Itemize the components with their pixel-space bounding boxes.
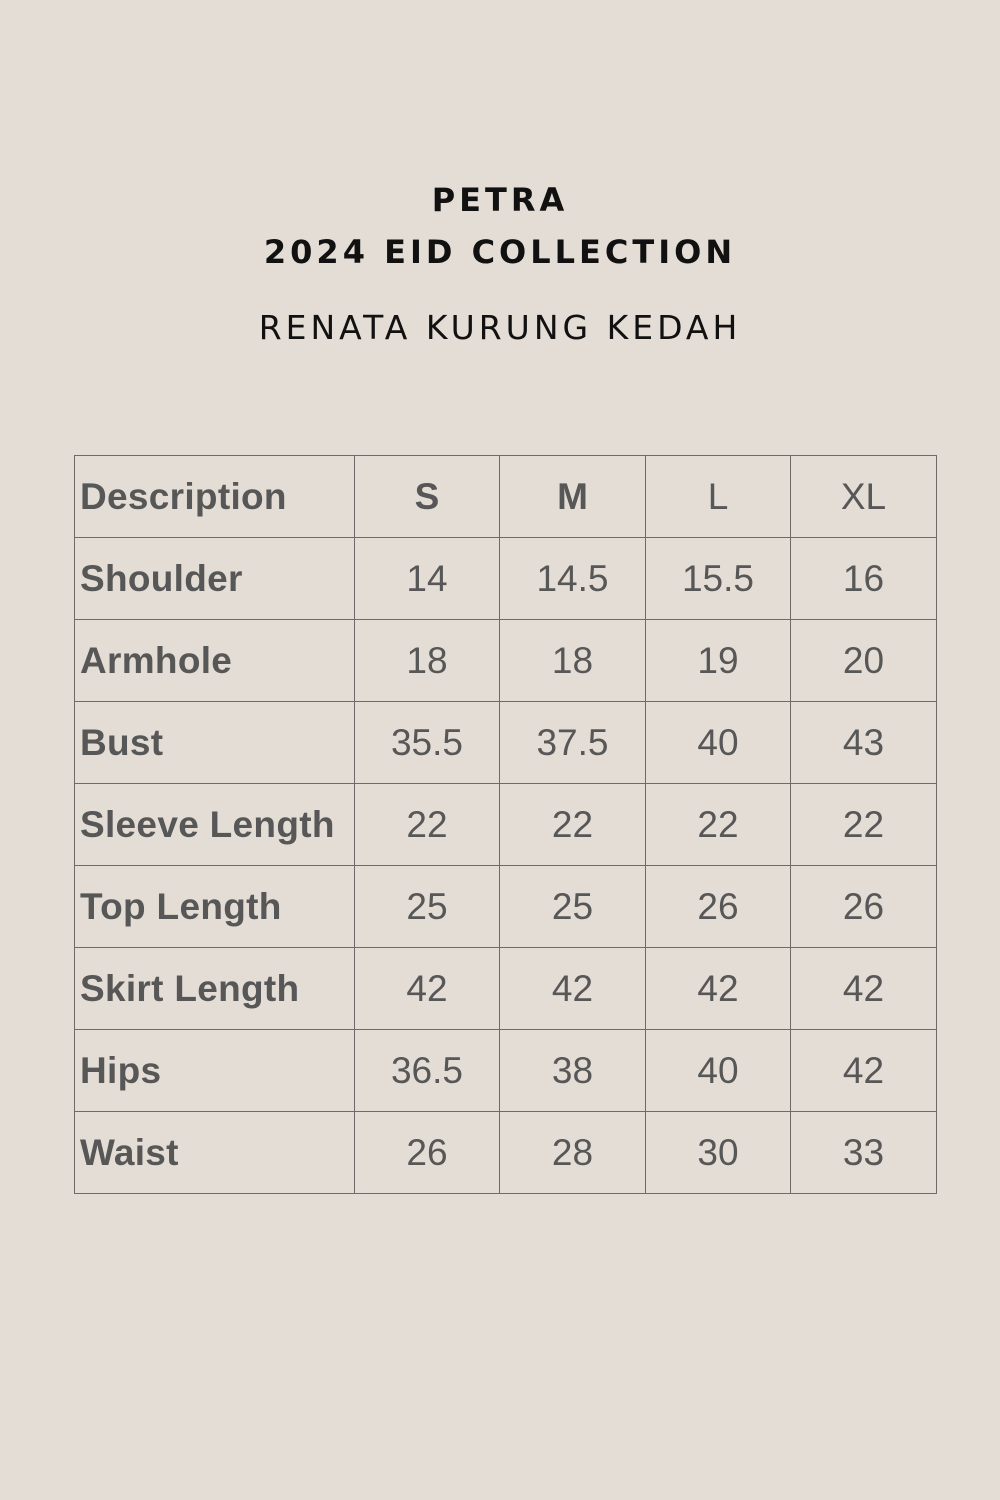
column-header-size-s: S <box>355 456 500 538</box>
table-row <box>75 538 937 620</box>
table-cell: 26 <box>791 866 937 948</box>
table-cell: 26 <box>355 1112 500 1194</box>
table-cell: 40 <box>646 1030 791 1112</box>
table-cell: 40 <box>646 702 791 784</box>
size-chart-table <box>74 455 937 1194</box>
collection-title: 2024 EID COLLECTION <box>263 233 737 271</box>
table-cell: 18 <box>355 620 500 702</box>
table-cell: 25 <box>355 866 500 948</box>
column-header-description: Description <box>75 456 355 538</box>
table-cell: 14 <box>355 538 500 620</box>
table-row <box>75 948 937 1030</box>
column-header-size-xl: XL <box>791 456 937 538</box>
table-cell: 42 <box>355 948 500 1030</box>
table-row <box>75 866 937 948</box>
table-cell: 42 <box>500 948 646 1030</box>
table-cell: 20 <box>791 620 937 702</box>
product-name: RENATA KURUNG KEDAH <box>258 308 742 347</box>
table-row <box>75 784 937 866</box>
table-row <box>75 620 937 702</box>
table-cell: 28 <box>500 1112 646 1194</box>
table-row <box>75 1112 937 1194</box>
table-cell: 37.5 <box>500 702 646 784</box>
table-cell: 16 <box>791 538 937 620</box>
table-cell: 18 <box>500 620 646 702</box>
table-header-row <box>75 456 937 538</box>
table-cell: 22 <box>646 784 791 866</box>
row-label: Hips <box>75 1030 355 1112</box>
table-cell: 33 <box>791 1112 937 1194</box>
table-cell: 30 <box>646 1112 791 1194</box>
row-label: Shoulder <box>75 538 355 620</box>
table-cell: 22 <box>791 784 937 866</box>
column-header-size-m: M <box>500 456 646 538</box>
table-cell: 19 <box>646 620 791 702</box>
brand-name: PETRA <box>431 181 569 219</box>
table-cell: 42 <box>791 1030 937 1112</box>
row-label: Top Length <box>75 866 355 948</box>
table-row <box>75 702 937 784</box>
table-cell: 14.5 <box>500 538 646 620</box>
table-row <box>75 1030 937 1112</box>
table-cell: 42 <box>791 948 937 1030</box>
table-cell: 36.5 <box>355 1030 500 1112</box>
table-cell: 26 <box>646 866 791 948</box>
row-label: Waist <box>75 1112 355 1194</box>
table-cell: 35.5 <box>355 702 500 784</box>
table-cell: 22 <box>355 784 500 866</box>
table-cell: 15.5 <box>646 538 791 620</box>
row-label: Armhole <box>75 620 355 702</box>
row-label: Sleeve Length <box>75 784 355 866</box>
row-label: Skirt Length <box>75 948 355 1030</box>
table-cell: 42 <box>646 948 791 1030</box>
table-cell: 43 <box>791 702 937 784</box>
table-cell: 22 <box>500 784 646 866</box>
column-header-size-l: L <box>646 456 791 538</box>
table-cell: 38 <box>500 1030 646 1112</box>
table-cell: 25 <box>500 866 646 948</box>
row-label: Bust <box>75 702 355 784</box>
